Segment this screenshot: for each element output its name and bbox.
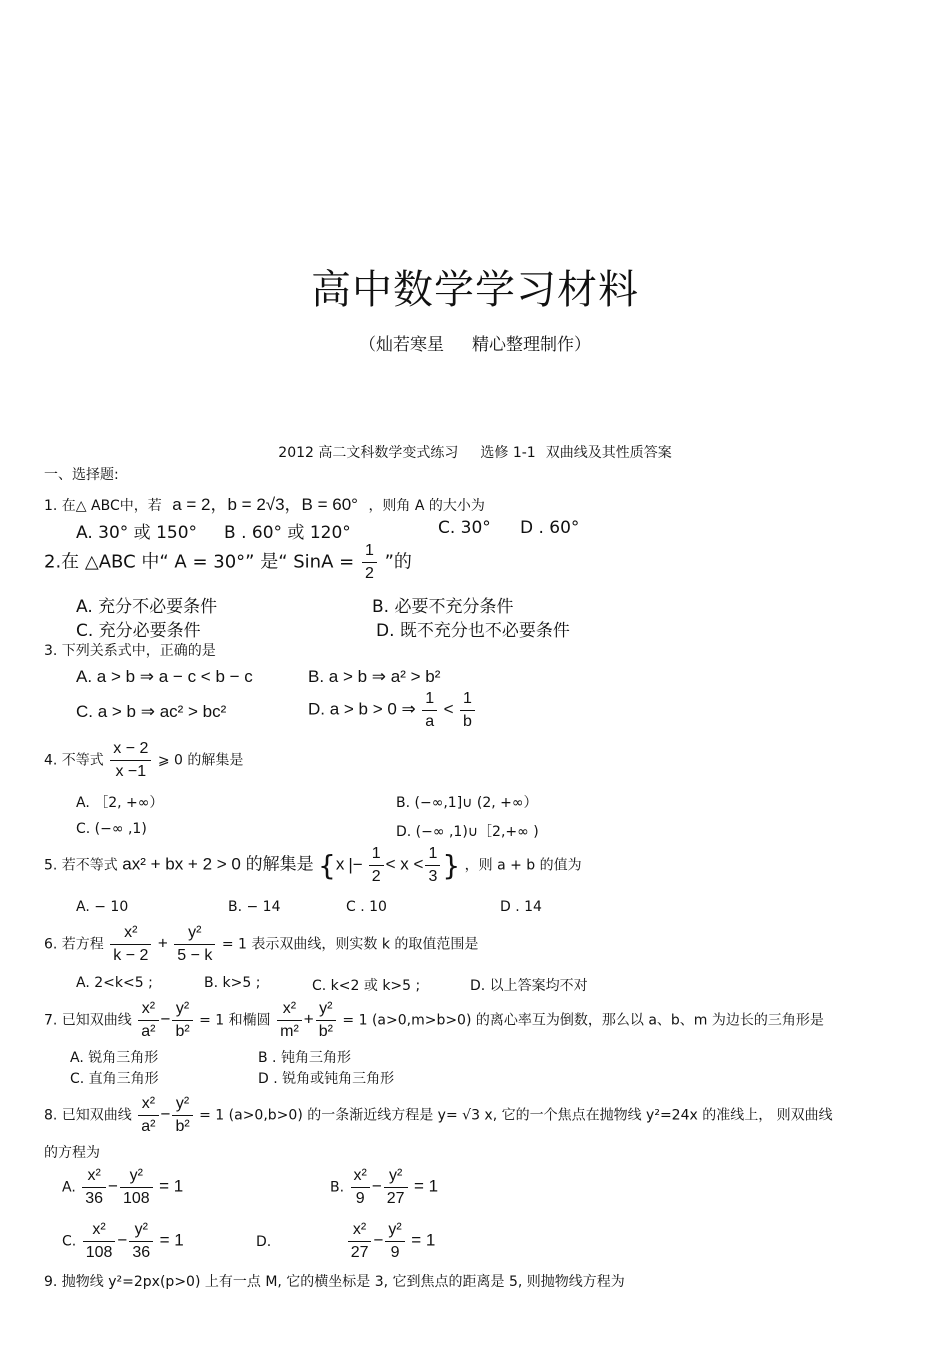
q7-fraction-1 [138,998,158,1043]
q8-fraction-1 [138,1093,158,1138]
q5-num-1: 1 [369,843,384,866]
q7-den-1: a² [141,1023,156,1040]
q8-c-label: C. [62,1233,77,1250]
q8-a-den-2: 108 [122,1190,150,1207]
q8-minus: − [160,1104,171,1124]
q7-den-2: b² [175,1023,190,1040]
q8-a-num-1: x² [82,1165,106,1188]
q7-option-c: C. 直角三角形 [70,1071,159,1087]
q5-option-c: C . 10 [346,899,387,915]
q3-d-num-2: 1 [460,688,475,711]
q7-mid: = 1 和椭圆 [199,1012,271,1029]
sub-title-right: 精心整理制作） [472,335,591,355]
q1-option-c: C. 30° [438,518,491,538]
q8-option-a [62,1165,183,1210]
q8-den-2: b² [175,1118,190,1135]
q1-option-d: D . 60° [520,518,580,538]
q8-b-den-1: 9 [355,1190,365,1207]
q3-option-b: B. a > b ⇒ a² > b² [308,667,441,686]
q7-fraction-2 [172,998,192,1043]
q5-set-close: } [442,849,461,882]
q5-option-d: D . 14 [500,899,542,915]
q4-tail: ⩾ 0 的解集是 [157,752,244,769]
q6-option-b: B. k>5 ; [204,975,261,991]
sub-title-left: （灿若寒星 [359,335,444,355]
q4-lead: 4. 不等式 [44,752,104,769]
q8-d-eq: = 1 [411,1230,436,1250]
q8-a-minus: − [108,1176,118,1196]
q1-condition: a = 2，b = 2√3，B = 60° [172,495,358,514]
q3-d-num-1: 1 [422,688,437,711]
q8-c-fraction-2 [129,1219,153,1264]
q6-lead: 6. 若方程 [44,936,104,953]
q8-a-fraction-2 [120,1165,153,1210]
q8-c-eq: = 1 [159,1230,184,1250]
q7-option-d: D . 锐角或钝角三角形 [258,1071,395,1087]
question-8 [44,1093,833,1138]
q5-den-2: 3 [428,868,438,885]
q5-mid: < x < [385,854,424,874]
q3-d-lead: D. a > b > 0 ⇒ [308,699,416,719]
q8-c-minus: − [117,1230,128,1250]
q7-tail: = 1 (a>0,m>b>0) 的离心率互为倒数，那么以 a、b、m 为边长的三角形是 [342,1012,824,1029]
question-2 [44,540,412,585]
q8-c-fraction-1 [83,1219,116,1264]
q8-a-num-2: y² [120,1165,153,1188]
q2-option-d: D. 既不充分也不必要条件 [376,621,570,641]
q8-c-num-2: y² [129,1219,153,1242]
q2-numerator: 1 [362,540,377,563]
q8-tail-line-2: 的方程为 [44,1145,100,1161]
question-5 [44,843,582,888]
q8-b-num-2: y² [384,1165,408,1188]
q8-d-fraction-1 [348,1219,372,1264]
question-4 [44,738,243,783]
q8-d-minus: − [373,1230,384,1250]
q7-den-3: m² [280,1023,299,1040]
q3-d-fraction-2 [460,688,475,733]
q8-d-num-2: y² [385,1219,404,1242]
q7-fraction-3 [277,998,302,1043]
q8-b-num-1: x² [351,1165,370,1188]
document-title-mid: 选修 1-1 [480,445,536,461]
q8-d-fraction-2 [385,1219,404,1264]
q8-a-den-1: 36 [85,1190,104,1207]
q8-b-fraction-1 [351,1165,370,1210]
q8-num-2: y² [172,1093,192,1116]
q6-fraction-2 [174,922,215,967]
q2-option-b: B. 必要不充分条件 [372,597,514,617]
q8-b-minus: − [371,1176,382,1196]
q5-set-open: { [318,849,336,882]
q6-tail: = 1 表示双曲线，则实数 k 的取值范围是 [221,936,479,953]
q8-d-num-1: x² [348,1219,372,1242]
q5-lead: 5. 若不等式 [44,857,118,874]
q2-tail: ”的 [384,551,412,573]
q8-num-1: x² [138,1093,158,1116]
q6-den-1: k − 2 [113,947,149,964]
question-1 [44,490,485,515]
q4-option-a: A. ［2, +∞） [76,795,164,811]
q4-option-d: D. (−∞ ,1)∪［2,+∞ ) [396,824,539,840]
q5-option-b: B. − 14 [228,899,281,915]
q6-option-c: C. k<2 或 k>5 ; [312,978,421,994]
q7-option-a: A. 锐角三角形 [70,1050,159,1066]
q5-fraction-2 [425,843,440,888]
q1-tail: ，则角 A 的大小为 [368,498,485,514]
q8-d-label: D. [256,1233,272,1250]
main-title: 高中数学学习材料 [311,267,639,313]
q7-num-3: x² [277,998,302,1021]
q5-inequality: ax² + bx + 2 > 0 的解集是 [122,854,314,874]
q6-plus: + [157,933,168,953]
q7-num-2: y² [172,998,192,1021]
q8-fraction-2 [172,1093,192,1138]
q6-fraction-1 [110,922,151,967]
q5-set-x: x [335,854,345,874]
q8-option-c [62,1219,184,1264]
q6-num-1: x² [110,922,151,945]
q4-denominator: x −1 [115,763,147,780]
q8-c-num-1: x² [83,1219,116,1242]
q8-b-den-2: 27 [386,1190,405,1207]
q8-c-den-1: 108 [85,1244,113,1261]
document-title-right: 双曲线及其性质答案 [545,445,672,461]
q8-den-1: a² [141,1118,156,1135]
q8-b-label: B. [330,1179,345,1196]
q8-b-fraction-2 [384,1165,408,1210]
q2-denominator: 2 [364,565,374,582]
q4-numerator: x − 2 [110,738,151,761]
q8-b-eq: = 1 [414,1176,439,1196]
q3-d-den-1: a [425,713,435,730]
q8-option-b [330,1165,438,1210]
document-title-left: 2012 高二文科数学变式练习 [278,445,459,461]
q3-d-den-2: b [463,713,472,730]
document-title [0,442,950,462]
q8-d-den-1: 27 [350,1244,369,1261]
q7-lead: 7. 已知双曲线 [44,1012,132,1029]
q5-num-2: 1 [425,843,440,866]
q2-lead: 2.在 △ABC 中“ A = 30°” 是“ SinA = [44,551,355,573]
q5-set-bar: |− [348,854,363,874]
q8-option-d [256,1219,435,1264]
q7-num-1: x² [138,998,158,1021]
q5-fraction-1 [369,843,384,888]
q1-option-a: A. 30° 或 150° [76,523,198,543]
q3-d-fraction-1 [422,688,437,733]
q7-fraction-4 [316,998,336,1043]
q8-tail: = 1 (a>0,b>0) 的一条渐近线方程是 y= √3 x, 它的一个焦点在抛物线 y²=24x 的准线上， 则双曲线 [199,1107,833,1124]
q6-option-a: A. 2<k<5 ; [76,975,153,991]
q2-option-c: C. 充分必要条件 [76,621,201,641]
q5-den-1: 2 [371,868,381,885]
q3-option-d [308,688,477,733]
q8-lead: 8. 已知双曲线 [44,1107,132,1124]
q8-a-label: A. [62,1179,76,1196]
q6-option-d: D. 以上答案均不对 [470,978,588,994]
q7-num-4: y² [316,998,336,1021]
sub-title [0,330,950,355]
q7-den-4: b² [318,1023,333,1040]
question-6 [44,922,478,967]
q6-den-2: 5 − k [177,947,213,964]
q8-a-fraction-1 [82,1165,106,1210]
question-7 [44,998,824,1043]
q3-option-c: C. a > b ⇒ ac² > bc² [76,702,227,721]
q4-option-b: B. (−∞,1]∪ (2, +∞） [396,795,538,811]
q4-fraction [110,738,151,783]
q5-option-a: A. − 10 [76,899,129,915]
q5-tail: ，则 a + b 的值为 [464,857,582,874]
q2-option-a: A. 充分不必要条件 [76,597,218,617]
question-9: 9. 抛物线 y²=2px(p>0) 上有一点 M, 它的横坐标是 3, 它到焦点的距离是 5, 则抛物线方程为 [44,1274,625,1290]
q1-option-b: B . 60° 或 120° [224,523,351,543]
q8-d-den-2: 9 [390,1244,400,1261]
q3-option-a: A. a > b ⇒ a − c < b − c [76,667,253,686]
q8-a-eq: = 1 [159,1176,184,1196]
q6-num-2: y² [174,922,215,945]
section-heading: 一、选择题: [44,467,119,483]
q2-fraction [362,540,377,585]
question-3: 3. 下列关系式中，正确的是 [44,643,216,659]
q7-option-b: B . 钝角三角形 [258,1050,351,1066]
q4-option-c: C. (−∞ ,1) [76,821,147,837]
q8-c-den-2: 36 [132,1244,151,1261]
q7-minus: − [160,1009,171,1029]
q7-plus: + [303,1009,314,1029]
q1-lead: 1. 在△ ABC中，若 [44,498,162,514]
q3-d-lt: < [443,699,454,719]
